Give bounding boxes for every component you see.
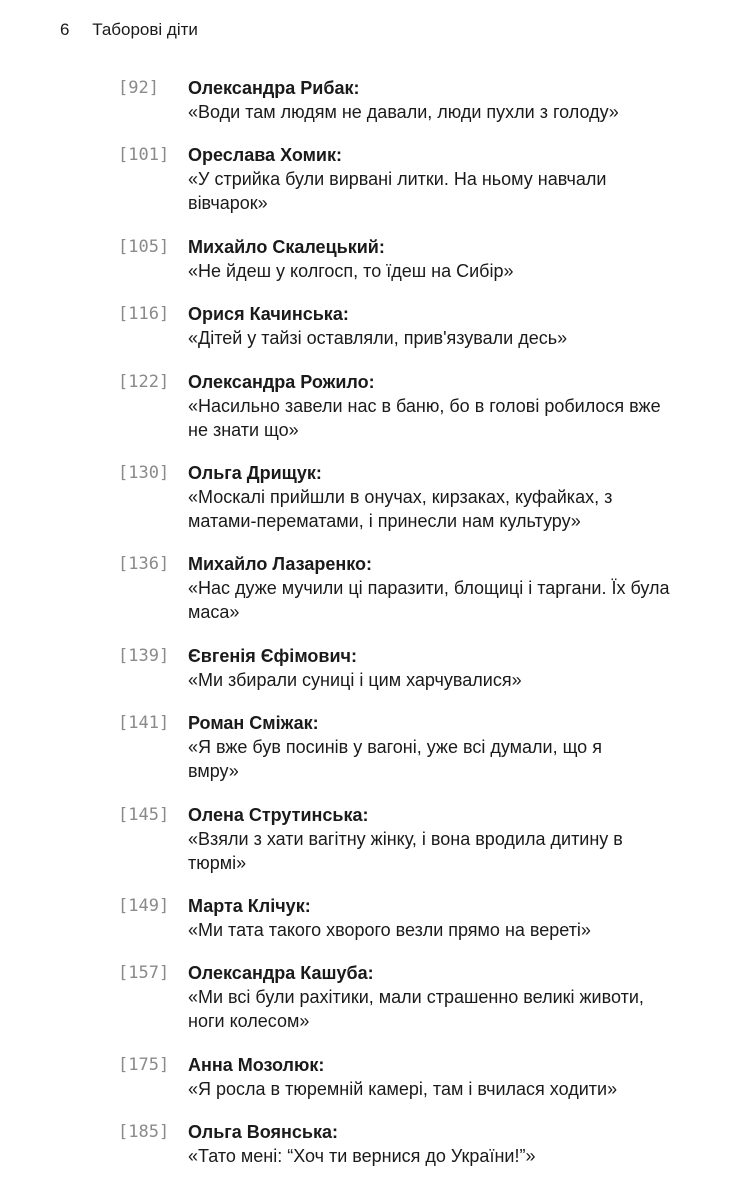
entry-text bbox=[188, 370, 718, 442]
entry-quote: «Москалі прийшли в онучах, кирзаках, куфайках, з матами-перематами, і принесли нам культуру» bbox=[188, 486, 613, 531]
entry-page-ref: [116] bbox=[118, 304, 170, 325]
page-header bbox=[60, 18, 198, 42]
entry-text bbox=[188, 302, 718, 350]
page-number: 6 bbox=[60, 20, 70, 39]
list-item bbox=[118, 552, 718, 624]
entry-quote: «Я росла в тюремній камері, там і вчилася ходити» bbox=[188, 1078, 618, 1099]
entry-author: Ореслава Хомик: bbox=[188, 145, 342, 166]
running-title: Таборові діти bbox=[92, 20, 198, 39]
list-item bbox=[118, 302, 718, 350]
list-item bbox=[118, 644, 718, 692]
list-item bbox=[118, 235, 718, 283]
entry-page-ref: [157] bbox=[118, 963, 170, 984]
entry-page-ref: [136] bbox=[118, 554, 170, 575]
entry-quote: «Води там людям не давали, люди пухли з голоду» bbox=[188, 102, 619, 122]
list-item bbox=[118, 961, 718, 1033]
list-item bbox=[118, 894, 718, 942]
entry-page-ref: [145] bbox=[118, 804, 170, 825]
entry-text bbox=[188, 1053, 718, 1101]
entry-text bbox=[188, 803, 718, 875]
entry-page-ref: [101] bbox=[118, 145, 170, 166]
contents-list bbox=[118, 76, 718, 1187]
entry-author: Роман Сміжак: bbox=[188, 713, 319, 734]
entry-page-ref: [175] bbox=[118, 1054, 170, 1075]
entry-text bbox=[188, 552, 718, 624]
entry-page-ref: [149] bbox=[118, 895, 170, 916]
entry-author: Євгенія Єфімович: bbox=[188, 645, 357, 666]
entry-author: Олександра Рибак: bbox=[188, 78, 360, 98]
entry-author: Ольга Дрищук: bbox=[188, 462, 322, 483]
entry-text bbox=[188, 1120, 718, 1168]
entry-quote: «Нас дуже мучили ці паразити, блощиці і таргани. Їх була маса» bbox=[188, 578, 670, 623]
entry-author: Олександра Кашуба: bbox=[188, 963, 374, 984]
list-item bbox=[118, 711, 718, 783]
entry-author: Олександра Рожило: bbox=[188, 371, 375, 392]
entry-author: Михайло Скалецький: bbox=[188, 236, 385, 257]
list-item bbox=[118, 1120, 718, 1168]
list-item bbox=[118, 461, 718, 533]
entry-text bbox=[188, 143, 718, 215]
entry-quote: «Насильно завели нас в баню, бо в голові робилося вже не знати що» bbox=[188, 395, 661, 440]
entry-page-ref: [122] bbox=[118, 371, 170, 392]
entry-text bbox=[188, 711, 718, 783]
entry-text bbox=[188, 644, 718, 692]
entry-quote: «Ми збирали суниці і цим харчувалися» bbox=[188, 669, 522, 690]
list-item bbox=[118, 76, 718, 124]
entry-author: Михайло Лазаренко: bbox=[188, 554, 373, 575]
entry-quote: «У стрийка були вирвані литки. На ньому навчали вівчарок» bbox=[188, 169, 607, 214]
entry-quote: «Взяли з хати вагітну жінку, і вона вродила дитину в тюрмі» bbox=[188, 828, 623, 873]
entry-page-ref: [105] bbox=[118, 236, 170, 257]
entry-quote: «Ми всі були рахітики, мали страшенно великі животи, ноги колесом» bbox=[188, 987, 644, 1032]
list-item bbox=[118, 370, 718, 442]
entry-text bbox=[188, 961, 718, 1033]
list-item bbox=[118, 1053, 718, 1101]
entry-text bbox=[188, 461, 718, 533]
entry-author: Орися Качинська: bbox=[188, 304, 349, 325]
entry-page-ref: [92] bbox=[118, 78, 159, 98]
list-item bbox=[118, 803, 718, 875]
entry-text bbox=[188, 76, 718, 124]
entry-page-ref: [139] bbox=[118, 645, 170, 666]
entry-page-ref: [185] bbox=[118, 1122, 170, 1143]
entry-quote: «Я вже був посинів у вагоні, уже всі думали, що я вмру» bbox=[188, 737, 602, 782]
entry-author: Марта Клічук: bbox=[188, 895, 311, 916]
entry-page-ref: [130] bbox=[118, 462, 170, 483]
list-item bbox=[118, 143, 718, 215]
entry-quote: «Ми тата такого хворого везли прямо на вереті» bbox=[188, 919, 591, 940]
entry-page-ref: [141] bbox=[118, 713, 170, 734]
entry-text bbox=[188, 894, 718, 942]
entry-text bbox=[188, 235, 718, 283]
entry-quote: «Не йдеш у колгосп, то їдеш на Сибір» bbox=[188, 260, 514, 281]
entry-author: Олена Струтинська: bbox=[188, 804, 369, 825]
entry-quote: «Дітей у тайзі оставляли, прив'язували десь» bbox=[188, 328, 568, 349]
entry-author: Ольга Воянська: bbox=[188, 1122, 338, 1143]
entry-author: Анна Мозолюк: bbox=[188, 1054, 325, 1075]
entry-quote: «Тато мені: “Хоч ти вернися до України!”» bbox=[188, 1146, 536, 1167]
